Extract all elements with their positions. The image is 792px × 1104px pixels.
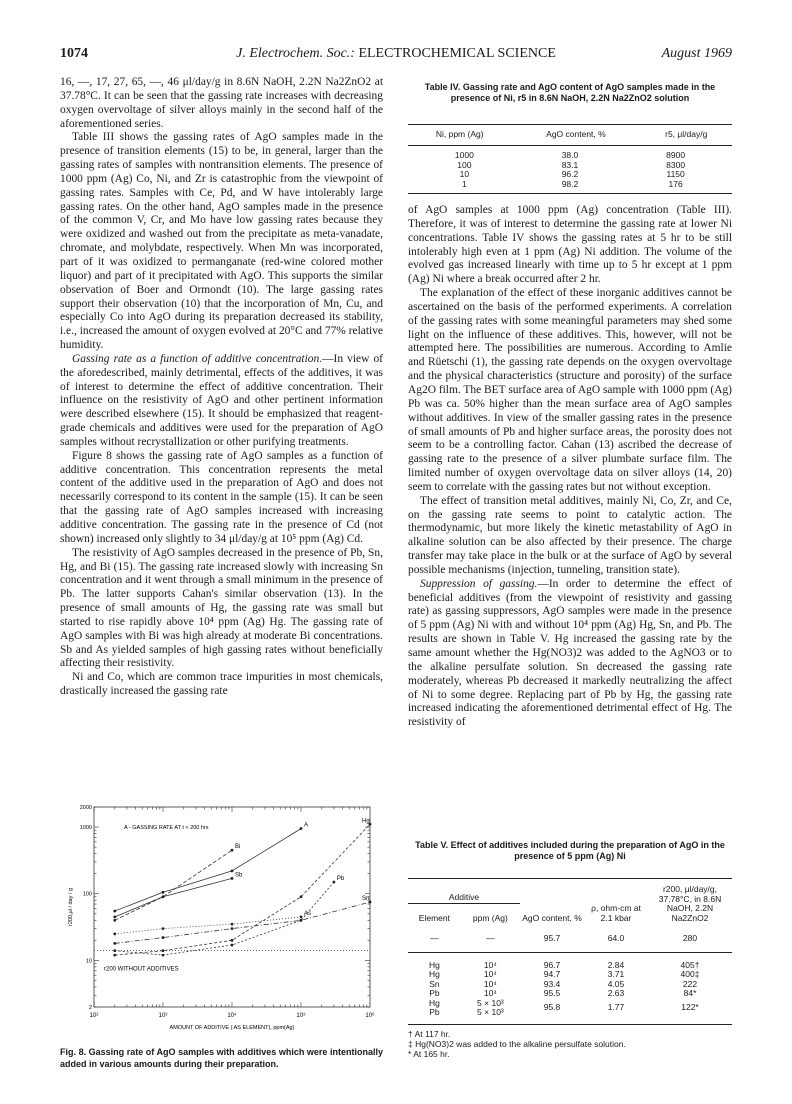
table-cell: 10⁴ (483, 959, 497, 970)
data-point (162, 936, 165, 939)
legend-a: A - GASSING RATE AT t < 200 hrs (124, 825, 209, 832)
table-cell: 2.63 (607, 988, 625, 998)
table-v-header: AgO content, % (522, 912, 582, 923)
paragraph-text: —In view of the aforedescribed, mainly detrimental, effects of the additives, it was of interest to determine the effect of additive concentration. Their influence on the resistivity of AgO and other pertinent information were described elsewhere (15). It should be emphasized that reagent-grade chemicals and additives were used for the preparation of AgO samples without recrystallization or other purifying treatments. (60, 352, 383, 448)
table-cell: — (430, 933, 439, 943)
table-footnote: † At 117 hr. (408, 1028, 451, 1039)
series-group (113, 818, 371, 956)
data-point (162, 954, 165, 957)
series-line-pb (115, 882, 334, 955)
paragraph-text: —In order to determine the effect of beneficial additives (from the viewpoint of resistivity and gassing rate) as gassing suppressors, AgO samples were made in the presence of 5 ppm (Ag) Ni with and without 10⁴ ppm (Ag) Hg, Sn, and Pb. The results are shown in Table V. Hg increased the gassing rate by the same amount whether the Hg(NO3)2 was added to the AgNO3 or to the alkaline persulfate solution. Sn decreased the gassing rate moderately, whereas Pb decreased it markedly neutralizing the affect of Ni to some degree. Replacing part of Pb by Hg, the gassing rate increased indicating the aforementioned detrimental effect of Hg. The resistivity of (408, 577, 732, 729)
data-point (300, 895, 303, 898)
table-iv-header: Ni, ppm (Ag) (435, 129, 484, 139)
table-v-header: ρ, ohm-cm at 2.1 kbar (591, 903, 641, 923)
data-point (300, 827, 303, 830)
table-cell: Hg (428, 969, 440, 979)
table-cell: 1.77 (607, 1002, 625, 1013)
table-iv-body (408, 151, 732, 189)
series-label: Bi (235, 844, 241, 851)
table-cell: 94.7 (543, 969, 561, 979)
x-tick-label: 10² (89, 1013, 99, 1019)
table-cell: 95.5 (543, 988, 561, 998)
paragraph (408, 287, 732, 495)
running-header (60, 46, 732, 64)
paragraph (60, 671, 383, 699)
table-cell: 38.0 (561, 150, 579, 160)
table-v-header: ppm (Ag) (472, 912, 508, 923)
table-cell: — (486, 933, 495, 943)
paragraph (408, 578, 732, 730)
paragraph-text: Ni and Co, which are common trace impurities in most chemicals, drastically increased the gassing rate (60, 671, 383, 698)
data-point (231, 927, 234, 930)
series-label: A (304, 822, 309, 829)
table-iv-header: AgO content, % (546, 129, 606, 139)
table-footnote: ‡ Hg(NO3)2 was added to the alkaline persulfate solution. (408, 1038, 626, 1049)
table-cell: 1000 (454, 150, 474, 160)
table-v-group-header: Additive (408, 879, 520, 904)
data-point (231, 944, 234, 947)
table-v-header: Element (418, 912, 450, 923)
series-label: Sn (362, 896, 370, 903)
table-row (408, 926, 732, 952)
table-cell: 8900 (666, 150, 686, 160)
right-text-column (408, 204, 732, 730)
left-text-column (60, 76, 383, 699)
journal-title: J. Electrochem. Soc.: ELECTROCHEMICAL SCIENCE (236, 46, 556, 61)
series-line-a (115, 829, 301, 911)
paragraph-text: The explanation of the effect of these inorganic additives cannot be ascertained on the basis of the performed experiments. A correlation of the gassing rates with some meaningful parameters may shed some light on the influence of these additives. This, however, will not be attempted here. The possibilities are numerous. According to Amlie and Rüetschi (1), the gassing rate depends on the oxygen overvoltage and the physical characteristics (structure and porosity) of the surface Ag2O film. The BET surface area of AgO sample with 1000 ppm (Ag) Pb was ca. 50% higher than the mean surface area of AgO samples without additives. In view of the smaller gassing rates in the presence of small amounts of Pb and higher surface areas, the porosity does not seem to be a controlling factor. Cahan (13) ascribed the decrease of gassing rate to the presence of a silver plumbate surface film. The limited number of oxygen overvoltage data on silver alloys (14, 20) seem to correlate with the gassing rates but not without exception. (408, 287, 732, 493)
x-tick-label: 10⁴ (227, 1013, 237, 1019)
data-point (231, 849, 234, 852)
y-axis-label: r200,μl / day / g (68, 887, 74, 927)
table-cell: 1 (461, 178, 467, 189)
table-cell: 3.71 (607, 969, 625, 979)
paragraph-text: Figure 8 shows the gassing rate of AgO samples as a function of additive concentration. This concentration represents the metal content of the additive used in the preparation of AgO and does not necessarily correspond to its content in the sample (15). It can be seen that the gassing rate of AgO samples increased with increasing additive concentration. The gassing rate in the presence of Cd (not shown) increased only slightly to 34 μl/day/g at 10⁵ ppm (Ag) Cd. (60, 449, 383, 545)
data-point (300, 919, 303, 922)
data-point (231, 939, 234, 942)
table-cell: 93.4 (543, 978, 561, 989)
x-tick-label: 10³ (158, 1013, 168, 1019)
paragraph-text: of AgO samples at 1000 ppm (Ag) concentration (Table III). Therefore, it was of interest to determine the gassing rate at lower Ni concentrations. Table IV shows the gassing rates at 5 hr to be still intolerably high even at 1 ppm (Ag) Ni addition. The volume of the evolved gas increased linearly with time up to 5 hr except at 1 ppm (Ag) Ni where a break occurred after 2 hr. (408, 204, 732, 286)
table-cell: 400‡ (680, 969, 700, 979)
y-tick-label: 1000 (79, 825, 92, 832)
data-point (113, 910, 116, 913)
table-cell: 280 (682, 933, 698, 943)
table-cell: 10⁴ (483, 969, 497, 979)
x-tick-label: 10⁵ (296, 1013, 306, 1019)
table-cell: 96.2 (561, 169, 579, 179)
series-label: Hg (362, 818, 370, 825)
y-tick-label: 2 (88, 1005, 92, 1011)
table-cell: 176 (668, 178, 683, 189)
baseline-label: r200 WITHOUT ADDITIVES (104, 966, 179, 973)
section-heading: Gassing rate as a function of additive concentration. (72, 352, 323, 365)
table-v-caption: Table V. Effect of additives included during the preparation of AgO in the presence of 5 ppm (Ag) Ni (415, 840, 725, 861)
table-cell: 98.2 (561, 178, 579, 189)
table-iv-bottom-rule (408, 193, 732, 194)
table-row (408, 989, 732, 999)
series-line-sb (115, 878, 232, 917)
paragraph-text: The effect of transition metal additives, mainly Ni, Co, Zr, and Ce, on the gassing rate seems to point to catalytic action. The thermodynamic, but more likely the kinetic metastability of AgO in alkaline solution can be also affected by their presence. The charge transfer may take place in the bulk or at the surface of AgO by several possible mechanisms (injection, tunneling, transition state). (408, 494, 732, 576)
table-cell: Pb (429, 988, 440, 998)
y-tick-label: 2000 (79, 805, 92, 811)
y-tick-label: 100 (82, 891, 92, 898)
table-cell: 96.7 (543, 959, 561, 970)
data-point (231, 923, 234, 926)
table-cell: 10 (459, 169, 470, 179)
paragraph (60, 131, 383, 353)
table-cell: 95.7 (543, 933, 561, 943)
table-cell: 122* (681, 1002, 699, 1013)
table-footnote: * At 165 hr. (408, 1048, 450, 1059)
paragraph-text: 16, —, 17, 27, 65, —, 46 μl/day/g in 8.6N NaOH, 2.2N Na2ZnO2 at 37.78°C. It can be seen that the gassing rate increases with decreasing oxygen overvoltage of silver alloys mainly in the second half of the aforementioned series. (60, 76, 383, 130)
series-line-sn (115, 902, 370, 943)
table-v-header: r200, μl/day/g, 37.78°C, in 8.6N NaOH, 2.2N Na2ZnO2 (658, 884, 722, 923)
table-cell: 64.0 (607, 933, 625, 943)
paragraph (60, 353, 383, 450)
table-cell: 83.1 (561, 159, 579, 170)
table-v-body (408, 926, 732, 1018)
table-row (408, 180, 732, 190)
series-label: As (304, 910, 312, 917)
table-row (408, 999, 732, 1018)
data-point (162, 927, 165, 930)
table-cell: 4.05 (607, 978, 625, 989)
plot-frame (94, 807, 370, 1007)
table-iv-header: r5, μl/day/g (665, 129, 708, 139)
table-row (408, 952, 732, 970)
figure-8 (60, 803, 383, 1039)
y-tick-label: 10 (85, 958, 92, 965)
table-iv-caption: Table IV. Gassing rate and AgO content of AgO samples made in the presence of Ni, r5 in 8.6N NaOH, 2.2N Na2ZnO2 solution (424, 82, 716, 103)
table-cell: Hg (428, 959, 440, 970)
data-point (113, 932, 116, 935)
table-v (408, 840, 732, 1059)
table-v-footnotes (408, 1029, 732, 1059)
data-point (162, 891, 165, 894)
data-point (231, 877, 234, 880)
table-v-bottom-rule (408, 1024, 732, 1025)
table-cell: 222 (682, 978, 698, 989)
page-number: 1074 (60, 46, 88, 61)
x-axis-label: AMOUNT OF ADDITIVE ( AS ELEMENT), ppm(Ag) (169, 1025, 295, 1031)
data-point (333, 881, 336, 884)
series-line-hg (115, 824, 370, 955)
series-label: Sb (235, 872, 243, 879)
table-iv-header-rule (408, 145, 732, 146)
table-cell: 2.84 (607, 959, 625, 970)
paragraph-text: Table III shows the gassing rates of AgO samples made in the presence of transition elements (15) to be, in general, larger than the gassing rates of samples with nontransition elements. The presence of 1000 ppm (Ag) Co, Ni, and Zr is catastrophic from the viewpoint of gassing rates. Samples with Ce, Pd, and W have intolerably large gassing rates. On the other hand, AgO samples made in the presence of the common V, Cr, and Mo have low gassing rates because they were oxidized and washed out from the precipitate as meta-vanadate, chromate, and molybdate, respectively. When Mn was incorporated, part of it was oxidized to permanganate (red-wine colored mother liquor) and part of it precipitated with AgO. This supports the similar observation of Boer and Ormondt (10). The large gassing rates support their observation (10) that the incorporation of Mn, Cu, and especially Co into AgO during its preparation decreased its stability, i.e., increased the amount of oxygen evolved at 20°C and 77% relative humidity. (60, 131, 383, 352)
data-point (113, 942, 116, 945)
issue-date: August 1969 (661, 46, 732, 61)
data-point (113, 954, 116, 957)
series-label: Pb (336, 875, 345, 882)
table-cell: 1150 (666, 169, 685, 179)
data-point (113, 915, 116, 918)
table-cell: 10⁴ (483, 988, 497, 998)
table-cell: 95.8 (543, 1002, 561, 1013)
data-point (300, 915, 303, 918)
paragraph (60, 450, 383, 547)
table-cell: 5 × 10³ 5 × 10³ (477, 997, 504, 1017)
x-ticks (90, 807, 375, 1019)
table-cell: 405† (680, 959, 700, 970)
table-cell: Sn (429, 978, 440, 989)
figure-8-caption: Fig. 8. Gassing rate of AgO samples with additives which were intentionally added in various amounts during their preparation. (60, 1047, 383, 1069)
table-iv (408, 82, 732, 194)
figure-8-chart (60, 803, 383, 1039)
paragraph (60, 76, 383, 131)
paragraph (60, 547, 383, 672)
data-point (113, 919, 116, 922)
table-cell: Hg Pb (428, 997, 440, 1017)
paragraph (408, 204, 732, 287)
paragraph-text: The resistivity of AgO samples decreased in the presence of Pb, Sn, Hg, and Bi (15). The gassing rate increased slowly with increasing Sn concentration and it went through a small minimum in the presence of Pb. The latter supports Cahan's similar observation (13). In the presence of small amounts of Hg, the gassing rate was small but started to rise rapidly above 10⁴ ppm (Ag) Hg. The gassing rate of AgO samples with Bi was high already at moderate Bi concentrations. Sb and As yielded samples of high gassing rates without beneficially affecting their resistivity. (60, 546, 383, 670)
table-cell: 8300 (666, 159, 686, 170)
x-tick-label: 10⁶ (365, 1013, 375, 1019)
data-point (231, 870, 234, 873)
table-cell: 84* (683, 988, 697, 998)
table-cell: 10⁴ (483, 978, 497, 989)
paragraph (408, 495, 732, 578)
table-cell: 100 (457, 159, 472, 170)
data-point (162, 895, 165, 898)
section-heading: Suppression of gassing. (420, 577, 538, 590)
